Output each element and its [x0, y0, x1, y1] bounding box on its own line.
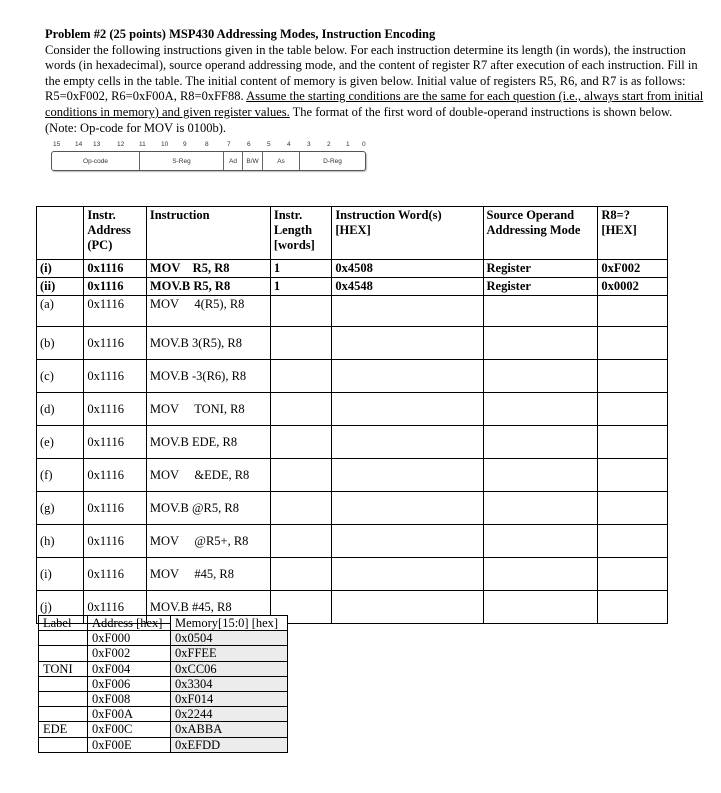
row-length[interactable]: [270, 459, 331, 492]
header-mode: Source Operand Addressing Mode: [483, 207, 598, 260]
row-label: (c): [37, 360, 84, 393]
row-instruction: MOV.B EDE, R8: [146, 426, 270, 459]
memory-address: 0xF006: [88, 676, 171, 691]
header-instruction: Instruction: [146, 207, 270, 260]
memory-header-row: [39, 616, 288, 631]
row-r8[interactable]: 0xF002: [598, 260, 668, 278]
row-r8[interactable]: [598, 459, 668, 492]
row-address: 0x1116: [84, 296, 146, 327]
row-address: 0x1116: [84, 360, 146, 393]
memory-address: 0xF000: [88, 631, 171, 646]
row-address: 0x1116: [84, 591, 146, 624]
row-address: 0x1116: [84, 492, 146, 525]
row-mode[interactable]: Register: [483, 278, 598, 296]
header-word: Instruction Word(s) [HEX]: [332, 207, 483, 260]
bit-number: 4: [287, 141, 291, 148]
memory-header-address: Address [hex]: [88, 616, 171, 631]
table-row: [37, 327, 668, 360]
field-sreg: S-Reg: [140, 152, 224, 170]
memory-value: 0xABBA: [171, 722, 288, 737]
row-mode[interactable]: [483, 393, 598, 426]
row-length[interactable]: [270, 360, 331, 393]
row-length[interactable]: [270, 492, 331, 525]
bit-number: 5: [267, 141, 271, 148]
bit-number: 9: [183, 141, 187, 148]
row-label: (d): [37, 393, 84, 426]
problem-description: [45, 43, 705, 137]
memory-row: [39, 646, 288, 661]
table-row: [37, 260, 668, 278]
row-r8[interactable]: [598, 360, 668, 393]
row-instruction: MOV 4(R5), R8: [146, 296, 270, 327]
row-word[interactable]: [332, 591, 483, 624]
memory-row: [39, 661, 288, 676]
memory-value: 0xCC06: [171, 661, 288, 676]
bit-number: 8: [205, 141, 209, 148]
row-length[interactable]: [270, 558, 331, 591]
row-length[interactable]: 1: [270, 278, 331, 296]
table-row: [37, 278, 668, 296]
memory-value: 0xFFEE: [171, 646, 288, 661]
memory-label: [39, 737, 88, 752]
memory-label: [39, 707, 88, 722]
instruction-format-diagram: [51, 141, 366, 173]
bit-numbers: [51, 141, 366, 150]
memory-row: [39, 631, 288, 646]
row-mode[interactable]: [483, 459, 598, 492]
row-word[interactable]: 0x4508: [332, 260, 483, 278]
row-mode[interactable]: [483, 426, 598, 459]
row-r8[interactable]: [598, 393, 668, 426]
memory-header-label: Label: [39, 616, 88, 631]
row-word[interactable]: [332, 360, 483, 393]
memory-value: 0x3304: [171, 676, 288, 691]
row-length[interactable]: [270, 525, 331, 558]
row-address: 0x1116: [84, 426, 146, 459]
memory-label: [39, 691, 88, 706]
row-mode[interactable]: [483, 492, 598, 525]
row-mode[interactable]: [483, 558, 598, 591]
row-instruction: MOV.B R5, R8: [146, 278, 270, 296]
memory-row: [39, 691, 288, 706]
memory-address: 0xF002: [88, 646, 171, 661]
memory-label: [39, 646, 88, 661]
memory-row: [39, 722, 288, 737]
row-length[interactable]: 1: [270, 260, 331, 278]
field-ad: Ad: [224, 152, 243, 170]
row-r8[interactable]: [598, 426, 668, 459]
row-word[interactable]: [332, 492, 483, 525]
description-text-2: The format of the first word of double-operand instructions is shown below. (Note: Op-code for MOV is 0100b).: [45, 104, 673, 135]
row-label: (h): [37, 525, 84, 558]
row-mode[interactable]: [483, 296, 598, 327]
row-word[interactable]: [332, 296, 483, 327]
problem-title: Problem #2 (25 points) MSP430 Addressing Modes, Instruction Encoding: [45, 27, 436, 41]
row-mode[interactable]: [483, 360, 598, 393]
row-word[interactable]: [332, 558, 483, 591]
table-row: [37, 426, 668, 459]
row-instruction: MOV.B 3(R5), R8: [146, 327, 270, 360]
header-label: [37, 207, 84, 260]
row-instruction: MOV.B -3(R6), R8: [146, 360, 270, 393]
memory-address: 0xF004: [88, 661, 171, 676]
row-instruction: MOV TONI, R8: [146, 393, 270, 426]
row-mode[interactable]: [483, 327, 598, 360]
field-as: As: [263, 152, 300, 170]
table-row: [37, 558, 668, 591]
description-underlined: Assume the starting conditions are the same for each question (i.e., always start from initial conditions in memory) and given register values.: [45, 89, 704, 119]
row-word[interactable]: [332, 426, 483, 459]
memory-value: 0x2244: [171, 707, 288, 722]
row-instruction: MOV.B @R5, R8: [146, 492, 270, 525]
bit-number: 10: [161, 141, 169, 148]
row-address: 0x1116: [84, 525, 146, 558]
row-mode[interactable]: [483, 525, 598, 558]
row-label: (i): [37, 260, 84, 278]
field-dreg: D-Reg: [323, 157, 342, 165]
memory-value: 0xF014: [171, 691, 288, 706]
row-label: (j): [37, 591, 84, 624]
memory-header-value: Memory[15:0] [hex]: [171, 616, 288, 631]
memory-label: [39, 631, 88, 646]
row-length[interactable]: [270, 327, 331, 360]
memory-address: 0xF00E: [88, 737, 171, 752]
table-row: [37, 360, 668, 393]
row-r8[interactable]: [598, 327, 668, 360]
row-r8[interactable]: [598, 492, 668, 525]
bit-number: 13: [93, 141, 101, 148]
row-mode[interactable]: [483, 591, 598, 624]
problem-statement: [45, 27, 705, 136]
row-word[interactable]: [332, 327, 483, 360]
format-box: [51, 151, 366, 171]
row-label: (a): [37, 296, 84, 327]
instruction-table: [36, 206, 668, 624]
memory-row: [39, 676, 288, 691]
row-length[interactable]: [270, 393, 331, 426]
field-bw: B/W: [243, 152, 263, 170]
bit-number: 1: [346, 141, 350, 148]
row-r8[interactable]: [598, 558, 668, 591]
row-address: 0x1116: [84, 260, 146, 278]
memory-table: [38, 615, 288, 753]
row-instruction: MOV #45, R8: [146, 558, 270, 591]
row-label: (g): [37, 492, 84, 525]
memory-value: 0x0504: [171, 631, 288, 646]
bit-number: 7: [227, 141, 231, 148]
row-word[interactable]: 0x4548: [332, 278, 483, 296]
table-row: [37, 525, 668, 558]
bit-number: 6: [247, 141, 251, 148]
memory-row: [39, 737, 288, 752]
row-r8[interactable]: [598, 296, 668, 327]
header-address: Instr. Address (PC): [84, 207, 146, 260]
field-opcode: Op-code: [52, 152, 140, 170]
row-r8[interactable]: [598, 591, 668, 624]
row-label: (e): [37, 426, 84, 459]
bit-number: 0: [362, 141, 366, 148]
table-header-row: [37, 207, 668, 260]
memory-label: [39, 676, 88, 691]
row-instruction: MOV &EDE, R8: [146, 459, 270, 492]
header-r8: R8=? [HEX]: [598, 207, 668, 260]
row-label: (f): [37, 459, 84, 492]
bit-number: 15: [53, 141, 61, 148]
bit-number: 14: [75, 141, 83, 148]
row-instruction: MOV.B #45, R8: [146, 591, 270, 624]
row-label: (i): [37, 558, 84, 591]
row-length[interactable]: [270, 296, 331, 327]
table-row: [37, 492, 668, 525]
row-word[interactable]: [332, 459, 483, 492]
memory-label: EDE: [39, 722, 88, 737]
memory-address: 0xF008: [88, 691, 171, 706]
row-instruction: MOV @R5+, R8: [146, 525, 270, 558]
row-label: (b): [37, 327, 84, 360]
row-address: 0x1116: [84, 558, 146, 591]
bit-number: 11: [139, 141, 146, 148]
row-address: 0x1116: [84, 327, 146, 360]
description-text-1: Consider the following instructions given in the table below. For each instruction determine its length (in words), the instruction words (in hexadecimal), source operand addressing mode, and the content of register R7 after execution of each instruction. Fill in the empty cells in the table. The initial content of memory is given below. Initial value of registers R5, R6, and R7 is as follows: R5=0xF002, R6=0xF00A, R8=0xFF88.: [45, 42, 698, 104]
row-address: 0x1116: [84, 459, 146, 492]
bit-number: 2: [327, 141, 331, 148]
table-row: [37, 296, 668, 327]
row-mode[interactable]: Register: [483, 260, 598, 278]
row-instruction: MOV R5, R8: [146, 260, 270, 278]
row-address: 0x1116: [84, 278, 146, 296]
memory-address: 0xF00C: [88, 722, 171, 737]
row-label: (ii): [37, 278, 84, 296]
header-length: Instr. Length [words]: [270, 207, 331, 260]
table-row: [37, 393, 668, 426]
bit-number: 3: [307, 141, 311, 148]
table-row: [37, 459, 668, 492]
memory-label: TONI: [39, 661, 88, 676]
row-address: 0x1116: [84, 393, 146, 426]
row-word[interactable]: [332, 525, 483, 558]
row-length[interactable]: [270, 426, 331, 459]
bit-number: 12: [117, 141, 125, 148]
row-r8[interactable]: 0x0002: [598, 278, 668, 296]
row-word[interactable]: [332, 393, 483, 426]
row-r8[interactable]: [598, 525, 668, 558]
memory-row: [39, 707, 288, 722]
memory-value: 0xEFDD: [171, 737, 288, 752]
memory-address: 0xF00A: [88, 707, 171, 722]
